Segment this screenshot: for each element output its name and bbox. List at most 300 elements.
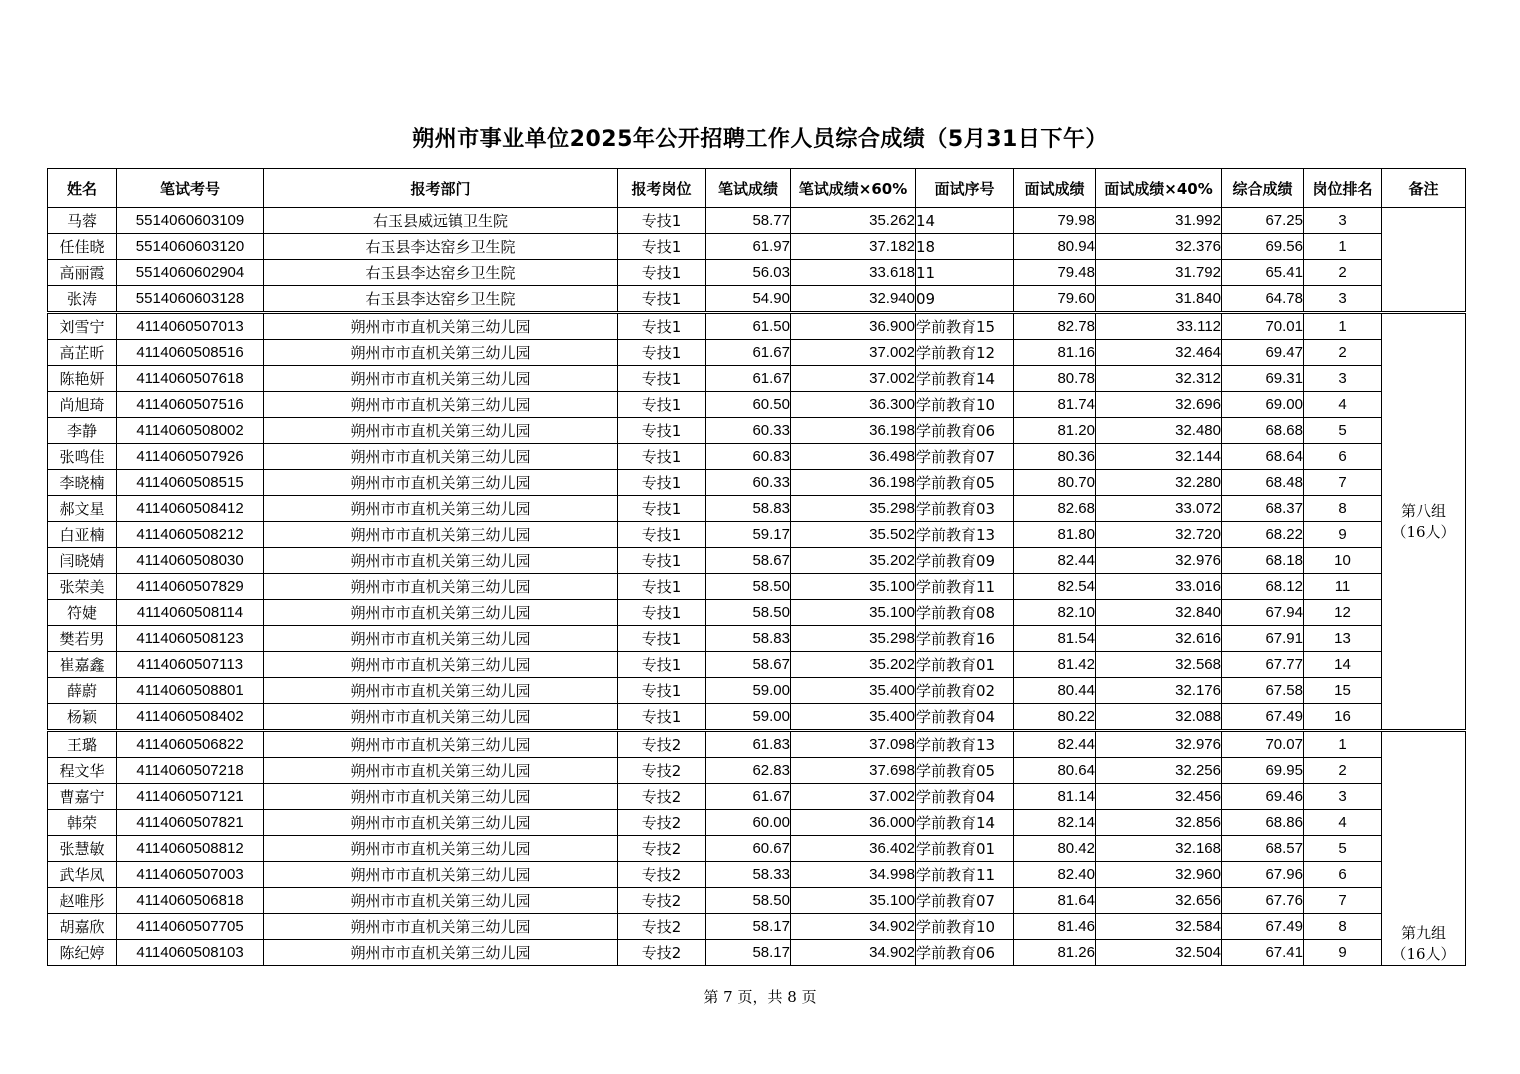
- department-cell: 朔州市市直机关第三幼儿园: [264, 784, 618, 810]
- name-cell: 陈纪婷: [48, 940, 117, 966]
- written-score-cell: 60.33: [706, 470, 791, 496]
- interview-score-cell: 81.14: [1014, 784, 1096, 810]
- interview-order-cell: 学前教育06: [916, 418, 1014, 444]
- exam-number-cell: 5514060603120: [117, 234, 264, 260]
- written-score-cell: 60.50: [706, 392, 791, 418]
- department-cell: 朔州市市直机关第三幼儿园: [264, 678, 618, 704]
- table-row: [48, 888, 1466, 914]
- interview-weighted-cell: 32.856: [1096, 810, 1222, 836]
- interview-order-cell: 学前教育03: [916, 496, 1014, 522]
- written-weighted-cell: 36.900: [791, 313, 916, 340]
- interview-order-cell: 学前教育14: [916, 810, 1014, 836]
- interview-weighted-cell: 32.976: [1096, 548, 1222, 574]
- table-row: [48, 836, 1466, 862]
- exam-number-cell: 4114060507218: [117, 758, 264, 784]
- table-row: [48, 626, 1466, 652]
- position-cell: 专技2: [618, 836, 706, 862]
- total-score-cell: 69.31: [1222, 366, 1304, 392]
- total-score-cell: 68.12: [1222, 574, 1304, 600]
- interview-score-cell: 79.98: [1014, 208, 1096, 234]
- interview-weighted-cell: 32.976: [1096, 731, 1222, 758]
- header-name: 姓名: [48, 169, 117, 208]
- total-score-cell: 68.48: [1222, 470, 1304, 496]
- interview-weighted-cell: 32.256: [1096, 758, 1222, 784]
- page-footer: 第 7 页，共 8 页: [703, 988, 817, 1006]
- header-interview-score: 面试成绩: [1014, 169, 1096, 208]
- written-score-cell: 58.77: [706, 208, 791, 234]
- rank-cell: 10: [1304, 548, 1382, 574]
- name-cell: 李静: [48, 418, 117, 444]
- position-cell: 专技1: [618, 444, 706, 470]
- exam-number-cell: 4114060507121: [117, 784, 264, 810]
- written-score-cell: 61.97: [706, 234, 791, 260]
- rank-cell: 14: [1304, 652, 1382, 678]
- interview-weighted-cell: 32.720: [1096, 522, 1222, 548]
- written-score-cell: 59.00: [706, 678, 791, 704]
- interview-score-cell: 80.42: [1014, 836, 1096, 862]
- written-weighted-cell: 32.940: [791, 286, 916, 313]
- position-cell: 专技2: [618, 940, 706, 966]
- header-rank: 岗位排名: [1304, 169, 1382, 208]
- name-cell: 张慧敏: [48, 836, 117, 862]
- department-cell: 朔州市市直机关第三幼儿园: [264, 810, 618, 836]
- rank-cell: 7: [1304, 888, 1382, 914]
- total-score-cell: 67.25: [1222, 208, 1304, 234]
- position-cell: 专技2: [618, 731, 706, 758]
- interview-score-cell: 80.44: [1014, 678, 1096, 704]
- table-row: [48, 286, 1466, 313]
- table-row: [48, 366, 1466, 392]
- rank-cell: 6: [1304, 862, 1382, 888]
- interview-weighted-cell: 33.016: [1096, 574, 1222, 600]
- rank-cell: 6: [1304, 444, 1382, 470]
- name-cell: 杨颖: [48, 704, 117, 731]
- exam-number-cell: 4114060506818: [117, 888, 264, 914]
- written-weighted-cell: 37.098: [791, 731, 916, 758]
- exam-number-cell: 5514060603128: [117, 286, 264, 313]
- name-cell: 符婕: [48, 600, 117, 626]
- written-score-cell: 58.50: [706, 574, 791, 600]
- department-cell: 朔州市市直机关第三幼儿园: [264, 600, 618, 626]
- header-written-score: 笔试成绩: [706, 169, 791, 208]
- interview-weighted-cell: 32.568: [1096, 652, 1222, 678]
- total-score-cell: 68.37: [1222, 496, 1304, 522]
- total-score-cell: 69.46: [1222, 784, 1304, 810]
- name-cell: 赵唯彤: [48, 888, 117, 914]
- total-score-cell: 68.68: [1222, 418, 1304, 444]
- written-weighted-cell: 35.400: [791, 704, 916, 731]
- written-weighted-cell: 35.100: [791, 600, 916, 626]
- name-cell: 崔嘉鑫: [48, 652, 117, 678]
- position-cell: 专技1: [618, 600, 706, 626]
- exam-number-cell: 4114060507829: [117, 574, 264, 600]
- header-department: 报考部门: [264, 169, 618, 208]
- total-score-cell: 67.91: [1222, 626, 1304, 652]
- interview-score-cell: 81.16: [1014, 340, 1096, 366]
- written-weighted-cell: 36.498: [791, 444, 916, 470]
- department-cell: 朔州市市直机关第三幼儿园: [264, 392, 618, 418]
- department-cell: 朔州市市直机关第三幼儿园: [264, 836, 618, 862]
- written-weighted-cell: 35.298: [791, 626, 916, 652]
- header-interview-order: 面试序号: [916, 169, 1014, 208]
- position-cell: 专技1: [618, 626, 706, 652]
- name-cell: 郝文星: [48, 496, 117, 522]
- interview-score-cell: 82.68: [1014, 496, 1096, 522]
- exam-number-cell: 4114060507618: [117, 366, 264, 392]
- written-weighted-cell: 37.002: [791, 784, 916, 810]
- group-label: 第九组: [1400, 924, 1446, 942]
- written-score-cell: 60.83: [706, 444, 791, 470]
- department-cell: 朔州市市直机关第三幼儿园: [264, 366, 618, 392]
- department-cell: 朔州市市直机关第三幼儿园: [264, 888, 618, 914]
- group-count: （16人）: [1391, 945, 1456, 963]
- department-cell: 朔州市市直机关第三幼儿园: [264, 496, 618, 522]
- interview-weighted-cell: 32.144: [1096, 444, 1222, 470]
- name-cell: 尚旭琦: [48, 392, 117, 418]
- rank-cell: 16: [1304, 704, 1382, 731]
- table-row: [48, 340, 1466, 366]
- interview-order-cell: 学前教育10: [916, 392, 1014, 418]
- total-score-cell: 68.64: [1222, 444, 1304, 470]
- rank-cell: 15: [1304, 678, 1382, 704]
- name-cell: 刘雪宁: [48, 313, 117, 340]
- interview-weighted-cell: 33.072: [1096, 496, 1222, 522]
- interview-score-cell: 80.94: [1014, 234, 1096, 260]
- total-score-cell: 69.95: [1222, 758, 1304, 784]
- written-score-cell: 61.50: [706, 313, 791, 340]
- interview-order-cell: 学前教育02: [916, 678, 1014, 704]
- interview-order-cell: 学前教育01: [916, 652, 1014, 678]
- written-weighted-cell: 34.902: [791, 914, 916, 940]
- rank-cell: 3: [1304, 286, 1382, 313]
- rank-cell: 9: [1304, 940, 1382, 966]
- results-table: [47, 168, 1466, 966]
- interview-weighted-cell: 32.176: [1096, 678, 1222, 704]
- written-score-cell: 56.03: [706, 260, 791, 286]
- position-cell: 专技1: [618, 470, 706, 496]
- position-cell: 专技1: [618, 260, 706, 286]
- department-cell: 朔州市市直机关第三幼儿园: [264, 862, 618, 888]
- name-cell: 王璐: [48, 731, 117, 758]
- interview-weighted-cell: 32.088: [1096, 704, 1222, 731]
- interview-score-cell: 80.64: [1014, 758, 1096, 784]
- department-cell: 朔州市市直机关第三幼儿园: [264, 652, 618, 678]
- remarks-cell: [1382, 313, 1466, 731]
- interview-score-cell: 82.44: [1014, 731, 1096, 758]
- name-cell: 樊若男: [48, 626, 117, 652]
- position-cell: 专技2: [618, 862, 706, 888]
- position-cell: 专技1: [618, 418, 706, 444]
- written-weighted-cell: 35.298: [791, 496, 916, 522]
- interview-order-cell: 14: [916, 208, 1014, 234]
- position-cell: 专技2: [618, 784, 706, 810]
- name-cell: 韩荣: [48, 810, 117, 836]
- department-cell: 朔州市市直机关第三幼儿园: [264, 626, 618, 652]
- exam-number-cell: 4114060508002: [117, 418, 264, 444]
- table-row: [48, 704, 1466, 731]
- written-weighted-cell: 34.998: [791, 862, 916, 888]
- table-row: [48, 914, 1466, 940]
- interview-score-cell: 81.54: [1014, 626, 1096, 652]
- position-cell: 专技1: [618, 366, 706, 392]
- total-score-cell: 69.47: [1222, 340, 1304, 366]
- exam-number-cell: 4114060508516: [117, 340, 264, 366]
- total-score-cell: 67.49: [1222, 914, 1304, 940]
- position-cell: 专技1: [618, 652, 706, 678]
- interview-order-cell: 学前教育16: [916, 626, 1014, 652]
- rank-cell: 11: [1304, 574, 1382, 600]
- interview-score-cell: 82.14: [1014, 810, 1096, 836]
- department-cell: 朔州市市直机关第三幼儿园: [264, 444, 618, 470]
- written-score-cell: 58.17: [706, 940, 791, 966]
- written-score-cell: 58.33: [706, 862, 791, 888]
- total-score-cell: 64.78: [1222, 286, 1304, 313]
- department-cell: 朔州市市直机关第三幼儿园: [264, 758, 618, 784]
- interview-order-cell: 学前教育12: [916, 340, 1014, 366]
- name-cell: 白亚楠: [48, 522, 117, 548]
- written-weighted-cell: 35.100: [791, 888, 916, 914]
- rank-cell: 1: [1304, 731, 1382, 758]
- table-row: [48, 392, 1466, 418]
- position-cell: 专技1: [618, 704, 706, 731]
- rank-cell: 9: [1304, 522, 1382, 548]
- group-label: 第八组: [1400, 501, 1446, 520]
- interview-score-cell: 79.60: [1014, 286, 1096, 313]
- written-weighted-cell: 35.202: [791, 548, 916, 574]
- total-score-cell: 68.18: [1222, 548, 1304, 574]
- interview-order-cell: 学前教育13: [916, 522, 1014, 548]
- interview-order-cell: 学前教育04: [916, 704, 1014, 731]
- interview-score-cell: 80.78: [1014, 366, 1096, 392]
- table-row: [48, 418, 1466, 444]
- interview-weighted-cell: 31.792: [1096, 260, 1222, 286]
- interview-score-cell: 79.48: [1014, 260, 1096, 286]
- department-cell: 朔州市市直机关第三幼儿园: [264, 522, 618, 548]
- written-weighted-cell: 35.502: [791, 522, 916, 548]
- interview-weighted-cell: 32.456: [1096, 784, 1222, 810]
- total-score-cell: 67.77: [1222, 652, 1304, 678]
- exam-number-cell: 4114060507821: [117, 810, 264, 836]
- exam-number-cell: 4114060508103: [117, 940, 264, 966]
- interview-weighted-cell: 32.480: [1096, 418, 1222, 444]
- table-row: [48, 548, 1466, 574]
- interview-score-cell: 81.46: [1014, 914, 1096, 940]
- position-cell: 专技2: [618, 810, 706, 836]
- table-row: [48, 522, 1466, 548]
- interview-weighted-cell: 32.464: [1096, 340, 1222, 366]
- table-row: [48, 470, 1466, 496]
- written-score-cell: 61.67: [706, 366, 791, 392]
- written-weighted-cell: 35.202: [791, 652, 916, 678]
- header-exam-number: 笔试考号: [117, 169, 264, 208]
- rank-cell: 3: [1304, 366, 1382, 392]
- department-cell: 右玉县李达窑乡卫生院: [264, 260, 618, 286]
- interview-order-cell: 11: [916, 260, 1014, 286]
- interview-score-cell: 82.54: [1014, 574, 1096, 600]
- total-score-cell: 70.01: [1222, 313, 1304, 340]
- interview-score-cell: 81.42: [1014, 652, 1096, 678]
- header-remarks: 备注: [1382, 169, 1466, 208]
- interview-weighted-cell: 31.840: [1096, 286, 1222, 313]
- exam-number-cell: 4114060507926: [117, 444, 264, 470]
- department-cell: 朔州市市直机关第三幼儿园: [264, 418, 618, 444]
- interview-weighted-cell: 32.280: [1096, 470, 1222, 496]
- table-row: [48, 758, 1466, 784]
- name-cell: 薛蔚: [48, 678, 117, 704]
- interview-order-cell: 学前教育01: [916, 836, 1014, 862]
- total-score-cell: 68.57: [1222, 836, 1304, 862]
- total-score-cell: 68.22: [1222, 522, 1304, 548]
- table-row: [48, 496, 1466, 522]
- written-weighted-cell: 36.000: [791, 810, 916, 836]
- remarks-cell: [1382, 731, 1466, 966]
- total-score-cell: 68.86: [1222, 810, 1304, 836]
- exam-number-cell: 4114060508402: [117, 704, 264, 731]
- department-cell: 右玉县李达窑乡卫生院: [264, 286, 618, 313]
- written-score-cell: 61.67: [706, 340, 791, 366]
- table-row: [48, 234, 1466, 260]
- interview-weighted-cell: 32.168: [1096, 836, 1222, 862]
- written-score-cell: 58.50: [706, 888, 791, 914]
- written-weighted-cell: 37.182: [791, 234, 916, 260]
- department-cell: 朔州市市直机关第三幼儿园: [264, 470, 618, 496]
- interview-score-cell: 80.36: [1014, 444, 1096, 470]
- written-score-cell: 58.67: [706, 652, 791, 678]
- exam-number-cell: 4114060508123: [117, 626, 264, 652]
- rank-cell: 1: [1304, 234, 1382, 260]
- exam-number-cell: 4114060508114: [117, 600, 264, 626]
- interview-order-cell: 学前教育04: [916, 784, 1014, 810]
- exam-number-cell: 4114060508812: [117, 836, 264, 862]
- header-written-weighted: 笔试成绩×60%: [791, 169, 916, 208]
- interview-weighted-cell: 32.840: [1096, 600, 1222, 626]
- position-cell: 专技1: [618, 208, 706, 234]
- written-score-cell: 61.83: [706, 731, 791, 758]
- interview-score-cell: 80.22: [1014, 704, 1096, 731]
- position-cell: 专技1: [618, 522, 706, 548]
- table-row: [48, 862, 1466, 888]
- written-weighted-cell: 36.300: [791, 392, 916, 418]
- interview-score-cell: 81.74: [1014, 392, 1096, 418]
- interview-order-cell: 学前教育09: [916, 548, 1014, 574]
- name-cell: 任佳晓: [48, 234, 117, 260]
- table-row: [48, 940, 1466, 966]
- position-cell: 专技1: [618, 286, 706, 313]
- rank-cell: 8: [1304, 496, 1382, 522]
- interview-score-cell: 82.78: [1014, 313, 1096, 340]
- interview-weighted-cell: 32.504: [1096, 940, 1222, 966]
- written-score-cell: 54.90: [706, 286, 791, 313]
- exam-number-cell: 4114060507705: [117, 914, 264, 940]
- interview-score-cell: 81.80: [1014, 522, 1096, 548]
- interview-order-cell: 学前教育06: [916, 940, 1014, 966]
- table-row: [48, 652, 1466, 678]
- written-score-cell: 58.83: [706, 496, 791, 522]
- interview-score-cell: 81.64: [1014, 888, 1096, 914]
- total-score-cell: 67.58: [1222, 678, 1304, 704]
- interview-order-cell: 学前教育10: [916, 914, 1014, 940]
- exam-number-cell: 4114060507003: [117, 862, 264, 888]
- written-weighted-cell: 33.618: [791, 260, 916, 286]
- interview-order-cell: 学前教育07: [916, 444, 1014, 470]
- name-cell: 高芷昕: [48, 340, 117, 366]
- interview-order-cell: 学前教育08: [916, 600, 1014, 626]
- written-score-cell: 60.33: [706, 418, 791, 444]
- table-body: [48, 208, 1466, 966]
- interview-weighted-cell: 32.376: [1096, 234, 1222, 260]
- written-score-cell: 60.67: [706, 836, 791, 862]
- department-cell: 朔州市市直机关第三幼儿园: [264, 940, 618, 966]
- rank-cell: 8: [1304, 914, 1382, 940]
- name-cell: 高丽霞: [48, 260, 117, 286]
- interview-order-cell: 学前教育14: [916, 366, 1014, 392]
- name-cell: 武华凤: [48, 862, 117, 888]
- header-position: 报考岗位: [618, 169, 706, 208]
- exam-number-cell: 4114060506822: [117, 731, 264, 758]
- interview-score-cell: 82.10: [1014, 600, 1096, 626]
- exam-number-cell: 4114060508412: [117, 496, 264, 522]
- written-weighted-cell: 36.198: [791, 470, 916, 496]
- written-weighted-cell: 35.100: [791, 574, 916, 600]
- department-cell: 右玉县威远镇卫生院: [264, 208, 618, 234]
- interview-score-cell: 81.20: [1014, 418, 1096, 444]
- interview-weighted-cell: 32.616: [1096, 626, 1222, 652]
- interview-order-cell: 学前教育11: [916, 862, 1014, 888]
- rank-cell: 4: [1304, 810, 1382, 836]
- rank-cell: 3: [1304, 784, 1382, 810]
- written-score-cell: 58.50: [706, 600, 791, 626]
- department-cell: 朔州市市直机关第三幼儿园: [264, 548, 618, 574]
- position-cell: 专技1: [618, 313, 706, 340]
- interview-order-cell: 09: [916, 286, 1014, 313]
- total-score-cell: 69.00: [1222, 392, 1304, 418]
- department-cell: 朔州市市直机关第三幼儿园: [264, 340, 618, 366]
- exam-number-cell: 4114060507113: [117, 652, 264, 678]
- header-interview-weighted: 面试成绩×40%: [1096, 169, 1222, 208]
- name-cell: 曹嘉宁: [48, 784, 117, 810]
- page-title: 朔州市事业单位2025年公开招聘工作人员综合成绩（5月31日下午）: [412, 127, 1108, 152]
- table-row: [48, 260, 1466, 286]
- written-score-cell: 58.83: [706, 626, 791, 652]
- written-score-cell: 58.17: [706, 914, 791, 940]
- position-cell: 专技1: [618, 678, 706, 704]
- exam-number-cell: 4114060508515: [117, 470, 264, 496]
- exam-number-cell: 4114060507516: [117, 392, 264, 418]
- rank-cell: 2: [1304, 758, 1382, 784]
- table-row: [48, 810, 1466, 836]
- rank-cell: 5: [1304, 418, 1382, 444]
- interview-score-cell: 82.44: [1014, 548, 1096, 574]
- table-row: [48, 731, 1466, 758]
- written-weighted-cell: 37.002: [791, 340, 916, 366]
- rank-cell: 4: [1304, 392, 1382, 418]
- interview-order-cell: 学前教育15: [916, 313, 1014, 340]
- total-score-cell: 67.96: [1222, 862, 1304, 888]
- written-score-cell: 58.67: [706, 548, 791, 574]
- position-cell: 专技2: [618, 888, 706, 914]
- interview-order-cell: 18: [916, 234, 1014, 260]
- written-weighted-cell: 36.198: [791, 418, 916, 444]
- rank-cell: 7: [1304, 470, 1382, 496]
- interview-order-cell: 学前教育07: [916, 888, 1014, 914]
- interview-score-cell: 82.40: [1014, 862, 1096, 888]
- rank-cell: 2: [1304, 260, 1382, 286]
- interview-order-cell: 学前教育05: [916, 758, 1014, 784]
- remarks-cell: [1382, 208, 1466, 313]
- name-cell: 程文华: [48, 758, 117, 784]
- table-row: [48, 574, 1466, 600]
- table-row: [48, 678, 1466, 704]
